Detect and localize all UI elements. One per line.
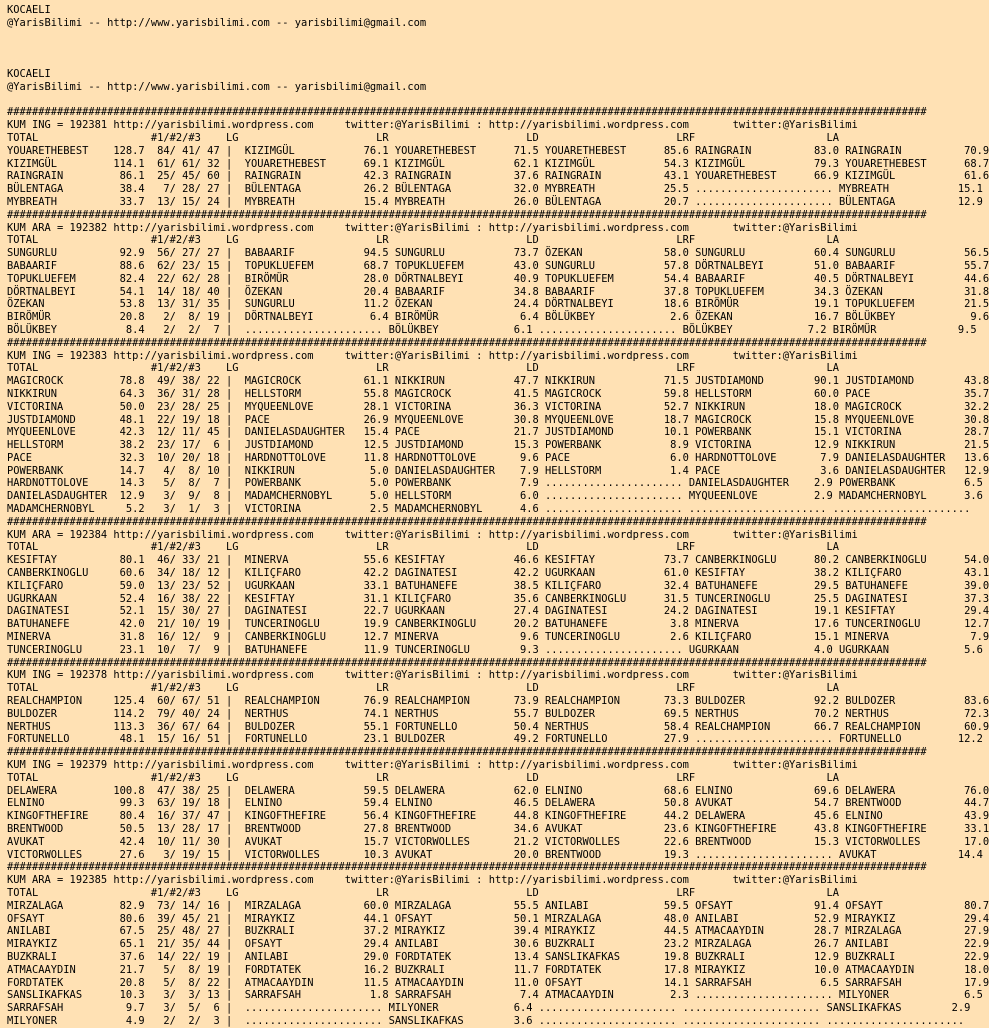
column-header-line: TOTAL #1/#2/#3 LG LR LD LRF LA bbox=[7, 771, 840, 784]
horse-stats-row: MAGICROCK 78.8 49/ 38/ 22 | MAGICROCK 61.1 NIKKIRUN 47.7 NIKKIRUN 71.5 JUSTDIAMOND 90.1 JUSTDIAMOND 43.8 bbox=[7, 375, 989, 388]
horse-stats-row: KINGOFTHEFIRE 80.4 16/ 37/ 47 | KINGOFTHEFIRE 56.4 KINGOFTHEFIRE 44.8 KINGOFTHEFIRE 44.2 DELAWERA 45.6 ELNINO 43.9 bbox=[7, 810, 989, 823]
horse-stats-row: VICTORINA 50.0 23/ 28/ 25 | MYQUEENLOVE 28.1 VICTORINA 36.3 VICTORINA 52.7 NIKKIRUN 18.0 MAGICROCK 32.2 bbox=[7, 400, 989, 413]
horse-stats-row: BABAARIF 88.6 62/ 23/ 15 | TOPUKLUEFEM 68.7 TOPUKLUEFEM 43.0 SUNGURLU 57.8 DÖRTNALBEYI 51.0 BABAARIF 55.7 bbox=[7, 259, 989, 272]
horse-stats-row: KILIÇFARO 59.0 13/ 23/ 52 | UGURKAAN 33.1 BATUHANEFE 38.5 KILIÇFARO 32.4 BATUHANEFE 29.5 BATUHANEFE 39.0 bbox=[7, 579, 989, 592]
horse-stats-row: POWERBANK 14.7 4/ 8/ 10 | NIKKIRUN 5.0 DANIELASDAUGHTER 7.9 HELLSTORM 1.4 PACE 3.6 DANIELASDAUGHTER 12.9 bbox=[7, 464, 989, 477]
horse-stats-row: VICTORWOLLES 27.6 3/ 19/ 15 | VICTORWOLLES 10.3 AVUKAT 20.0 BRENTWOOD 19.3 ...................... AVUKAT 14.4 bbox=[7, 848, 983, 861]
horse-stats-row: MADAMCHERNOBYL 5.2 3/ 1/ 3 | VICTORINA 2.5 MADAMCHERNOBYL 4.6 ...................... ...................... ...................... bbox=[7, 503, 971, 516]
horse-stats-row: JUSTDIAMOND 48.1 22/ 19/ 18 | PACE 26.9 MYQUEENLOVE 30.8 MYQUEENLOVE 18.7 MAGICROCK 15.8 MYQUEENLOVE 30.8 bbox=[7, 413, 989, 426]
horse-stats-row: NERTHUS 113.3 36/ 67/ 64 | BULDOZER 55.1 FORTUNELLO 50.4 NERTHUS 58.4 REALCHAMPION 66.7 REALCHAMPION 60.9 bbox=[7, 720, 989, 733]
horse-stats-row: UGURKAAN 52.4 16/ 38/ 22 | KESIFTAY 31.1 KILIÇFARO 35.6 CANBERKINOGLU 31.5 TUNCERINOGLU 25.5 DAGINATESI 37.3 bbox=[7, 592, 989, 605]
race-header-line: KUM ING = 192379 http://yarisbilimi.wordpress.com twitter:@YarisBilimi : http://yarisbilimi.wordpress.com twitter:@YarisBilimi bbox=[7, 759, 858, 772]
horse-stats-row: MIRAYKIZ 65.1 21/ 35/ 44 | OFSAYT 29.4 ANILABI 30.6 BUZKRALI 23.2 MIRZALAGA 26.7 ANILABI 22.9 bbox=[7, 938, 989, 951]
separator-line: ################################################################################################################################################### bbox=[7, 656, 927, 669]
horse-stats-row: DELAWERA 100.8 47/ 38/ 25 | DELAWERA 59.5 DELAWERA 62.0 ELNINO 68.6 ELNINO 69.6 DELAWERA 76.0 bbox=[7, 784, 989, 797]
horse-stats-row: ATMACAAYDIN 21.7 5/ 8/ 19 | FORDTATEK 16.2 BUZKRALI 11.7 FORDTATEK 17.8 MIRAYKIZ 10.0 ATMACAAYDIN 18.0 bbox=[7, 963, 989, 976]
horse-stats-row: BIRÖMÜR 20.8 2/ 8/ 19 | DÖRTNALBEYI 6.4 BIRÖMÜR 6.4 BÖLÜKBEY 2.6 ÖZEKAN 16.7 BÖLÜKBEY 9.6 bbox=[7, 311, 989, 324]
horse-stats-row: MINERVA 31.8 16/ 12/ 9 | CANBERKINOGLU 12.7 MINERVA 9.6 TUNCERINOGLU 2.6 KILIÇFARO 15.1 MINERVA 7.9 bbox=[7, 631, 989, 644]
blank-line bbox=[7, 55, 971, 68]
horse-stats-row: BRENTWOOD 50.5 13/ 28/ 17 | BRENTWOOD 27.8 BRENTWOOD 34.6 AVUKAT 23.6 KINGOFTHEFIRE 43.8 KINGOFTHEFIRE 33.1 bbox=[7, 823, 989, 835]
horse-stats-row: TUNCERINOGLU 23.1 10/ 7/ 9 | BATUHANEFE 11.9 TUNCERINOGLU 9.3 ...................... UGURKAAN 4.0 UGURKAAN 5.6 bbox=[7, 643, 983, 656]
horse-stats-row: FORDTATEK 20.8 5/ 8/ 22 | ATMACAAYDIN 11.5 ATMACAAYDIN 11.0 OFSAYT 14.1 SARRAFSAH 6.5 SARRAFSAH 17.9 bbox=[7, 976, 989, 989]
column-header-line: TOTAL #1/#2/#3 LG LR LD LRF LA bbox=[7, 541, 840, 554]
horse-stats-row: AVUKAT 42.4 10/ 11/ 30 | AVUKAT 15.7 VICTORWOLLES 21.2 VICTORWOLLES 22.6 BRENTWOOD 15.3 VICTORWOLLES 17.0 bbox=[7, 835, 989, 848]
column-header-line: TOTAL #1/#2/#3 LG LR LD LRF LA bbox=[7, 362, 840, 375]
horse-stats-row: RAINGRAIN 86.1 25/ 45/ 60 | RAINGRAIN 42.3 RAINGRAIN 37.6 RAINGRAIN 43.1 YOUARETHEBEST 66.9 KIZIMGÜL 61.6 bbox=[7, 170, 989, 183]
blank-line bbox=[7, 94, 971, 107]
race-header-line: KUM ARA = 192385 http://yarisbilimi.wordpress.com twitter:@YarisBilimi : http://yarisbilimi.wordpress.com twitter:@YarisBilimi bbox=[7, 874, 858, 887]
location-title: KOCAELI bbox=[7, 4, 51, 16]
horse-stats-row: BÜLENTAGA 38.4 7/ 28/ 27 | BÜLENTAGA 26.2 BÜLENTAGA 32.0 MYBREATH 25.5 ...................... MYBREATH 15.1 bbox=[7, 183, 983, 196]
blank-line bbox=[7, 42, 971, 55]
horse-stats-row: PACE 32.3 10/ 20/ 18 | HARDNOTTOLOVE 11.8 HARDNOTTOLOVE 9.6 PACE 6.0 HARDNOTTOLOVE 7.9 DANIELASDAUGHTER 13.6 bbox=[7, 451, 989, 464]
horse-stats-row: KESIFTAY 80.1 46/ 33/ 21 | MINERVA 55.6 KESIFTAY 46.6 KESIFTAY 73.7 CANBERKINOGLU 80.2 CANBERKINOGLU 54.0 bbox=[7, 554, 989, 567]
horse-stats-row: KIZIMGÜL 114.1 61/ 61/ 32 | YOUARETHEBEST 69.1 KIZIMGÜL 62.1 KIZIMGÜL 54.3 KIZIMGÜL 79.3 YOUARETHEBEST 68.7 bbox=[7, 157, 989, 170]
horse-stats-row: FORTUNELLO 48.1 15/ 16/ 51 | FORTUNELLO 23.1 BULDOZER 49.2 FORTUNELLO 27.9 ...................... FORTUNELLO 12.2 bbox=[7, 733, 983, 746]
separator-line: ################################################################################################################################################### bbox=[7, 208, 927, 221]
horse-stats-row: BÖLÜKBEY 8.4 2/ 2/ 7 | ...................... BÖLÜKBEY 6.1 ...................... BÖLÜKBEY 7.2 BIRÖMÜR 9.5 bbox=[7, 323, 977, 336]
horse-stats-row: MILYONER 4.9 2/ 2/ 3 | ...................... SANSLIKAFKAS 3.6 ...................... ...................... ...................... bbox=[7, 1014, 965, 1027]
horse-stats-row: HELLSTORM 38.2 23/ 17/ 6 | JUSTDIAMOND 12.5 JUSTDIAMOND 15.3 POWERBANK 8.9 VICTORINA 12.9 NIKKIRUN 21.5 bbox=[7, 439, 989, 452]
column-header-line: TOTAL #1/#2/#3 LG LR LD LRF LA bbox=[7, 886, 840, 899]
horse-stats-row: SUNGURLU 92.9 56/ 27/ 27 | BABAARIF 94.5 SUNGURLU 73.7 ÖZEKAN 58.0 SUNGURLU 60.4 SUNGURLU 56.5 bbox=[7, 247, 989, 260]
contact-line: @YarisBilimi -- http://www.yarisbilimi.com -- yarisbilimi@gmail.com bbox=[7, 80, 427, 93]
race-header-line: KUM ING = 192378 http://yarisbilimi.wordpress.com twitter:@YarisBilimi : http://yarisbilimi.wordpress.com twitter:@YarisBilimi bbox=[7, 669, 858, 682]
separator-line: ################################################################################################################################################### bbox=[7, 106, 927, 119]
horse-stats-row: NIKKIRUN 64.3 36/ 31/ 28 | HELLSTORM 55.8 MAGICROCK 41.5 MAGICROCK 59.8 HELLSTORM 60.0 PACE 35.7 bbox=[7, 387, 989, 400]
horse-stats-row: MYQUEENLOVE 42.3 12/ 11/ 45 | DANIELASDAUGHTER 15.4 PACE 21.7 JUSTDIAMOND 10.1 POWERBANK 15.1 VICTORINA 28.7 bbox=[7, 426, 989, 439]
horse-stats-row: ANILABI 67.5 25/ 48/ 27 | BUZKRALI 37.2 MIRAYKIZ 39.4 MIRAYKIZ 44.5 ATMACAAYDIN 28.7 MIRZALAGA 27.9 bbox=[7, 925, 989, 938]
race-header-line: KUM ARA = 192382 http://yarisbilimi.wordpress.com twitter:@YarisBilimi : http://yarisbilimi.wordpress.com twitter:@YarisBilimi bbox=[7, 221, 858, 234]
separator-line: ################################################################################################################################################### bbox=[7, 515, 927, 528]
blank-line bbox=[7, 30, 971, 43]
horse-stats-row: BUZKRALI 37.6 14/ 22/ 19 | ANILABI 29.0 FORDTATEK 13.4 SANSLIKAFKAS 19.8 BUZKRALI 12.9 BUZKRALI 22.9 bbox=[7, 950, 989, 963]
horse-stats-row: CANBERKINOGLU 60.6 34/ 18/ 12 | KILIÇFARO 42.2 DAGINATESI 42.2 UGURKAAN 61.0 KESIFTAY 38.2 KILIÇFARO 43.1 bbox=[7, 567, 989, 580]
race-header-line: KUM ING = 192381 http://yarisbilimi.wordpress.com twitter:@YarisBilimi : http://yarisbilimi.wordpress.com twitter:@YarisBilimi bbox=[7, 119, 858, 132]
horse-stats-row: OFSAYT 80.6 39/ 45/ 21 | MIRAYKIZ 44.1 OFSAYT 50.1 MIRZALAGA 48.0 ANILABI 52.9 MIRAYKIZ 29.4 bbox=[7, 912, 989, 925]
column-header-line: TOTAL #1/#2/#3 LG LR LD LRF LA bbox=[7, 682, 840, 695]
horse-stats-row: REALCHAMPION 125.4 60/ 67/ 51 | REALCHAMPION 76.9 REALCHAMPION 73.9 REALCHAMPION 73.3 BULDOZER 92.2 BULDOZER 83.6 bbox=[7, 695, 989, 708]
horse-stats-row: DÖRTNALBEYI 54.1 14/ 18/ 40 | ÖZEKAN 20.4 BABAARIF 34.8 BABAARIF 37.8 TOPUKLUEFEM 34.3 ÖZEKAN 31.8 bbox=[7, 285, 989, 298]
separator-line: ################################################################################################################################################### bbox=[7, 861, 927, 874]
horse-stats-row: DANIELASDAUGHTER 12.9 3/ 9/ 8 | MADAMCHERNOBYL 5.0 HELLSTORM 6.0 ...................... MYQUEENLOVE 2.9 MADAMCHERNOBYL 3.6 bbox=[7, 490, 983, 503]
horse-stats-row: BATUHANEFE 42.0 21/ 10/ 19 | TUNCERINOGLU 19.9 CANBERKINOGLU 20.2 BATUHANEFE 3.8 MINERVA 17.6 TUNCERINOGLU 12.7 bbox=[7, 618, 989, 631]
horse-stats-row: YOUARETHEBEST 128.7 84/ 41/ 47 | KIZIMGÜL 76.1 YOUARETHEBEST 71.5 YOUARETHEBEST 85.6 RAINGRAIN 83.0 RAINGRAIN 70.9 bbox=[7, 144, 989, 157]
horse-stats-row: HARDNOTTOLOVE 14.3 5/ 8/ 7 | POWERBANK 5.0 POWERBANK 7.9 ...................... DANIELASDAUGHTER 2.9 POWERBANK 6.5 bbox=[7, 477, 983, 490]
column-header-line: TOTAL #1/#2/#3 LG LR LD LRF LA bbox=[7, 131, 840, 144]
horse-stats-row: MYBREATH 33.7 13/ 15/ 24 | MYBREATH 15.4 MYBREATH 26.0 BÜLENTAGA 20.7 ...................... BÜLENTAGA 12.9 bbox=[7, 195, 983, 208]
horse-stats-row: SANSLIKAFKAS 10.3 3/ 3/ 13 | SARRAFSAH 1.8 SARRAFSAH 7.4 ATMACAAYDIN 2.3 ...................... MILYONER 6.5 bbox=[7, 989, 983, 1002]
horse-stats-row: MIRZALAGA 82.9 73/ 14/ 16 | MIRZALAGA 60.0 MIRZALAGA 55.5 ANILABI 59.5 OFSAYT 91.4 OFSAYT 80.7 bbox=[7, 899, 989, 912]
horse-stats-row: TOPUKLUEFEM 82.4 22/ 62/ 28 | BIRÖMÜR 28.0 DÖRTNALBEYI 40.9 TOPUKLUEFEM 54.4 BABAARIF 40.5 DÖRTNALBEYI 44.6 bbox=[7, 272, 989, 285]
horse-stats-row: SARRAFSAH 9.7 3/ 5/ 6 | ...................... MILYONER 6.4 ...................... ...................... SANSLIKAFKAS 2.9 bbox=[7, 1002, 971, 1015]
separator-line: ################################################################################################################################################### bbox=[7, 746, 927, 759]
race-header-line: KUM ING = 192383 http://yarisbilimi.wordpress.com twitter:@YarisBilimi : http://yarisbilimi.wordpress.com twitter:@YarisBilimi bbox=[7, 349, 858, 362]
race-header-line: KUM ARA = 192384 http://yarisbilimi.wordpress.com twitter:@YarisBilimi : http://yarisbilimi.wordpress.com twitter:@YarisBilimi bbox=[7, 528, 858, 541]
location-title: KOCAELI bbox=[7, 67, 51, 80]
contact-line: @YarisBilimi -- http://www.yarisbilimi.com -- yarisbilimi@gmail.com bbox=[7, 16, 427, 29]
separator-line: ################################################################################################################################################### bbox=[7, 336, 927, 349]
horse-stats-row: DAGINATESI 52.1 15/ 30/ 27 | DAGINATESI 22.7 UGURKAAN 27.4 DAGINATESI 24.2 DAGINATESI 19.1 KESIFTAY 29.4 bbox=[7, 605, 989, 618]
horse-stats-row: ELNINO 99.3 63/ 19/ 18 | ELNINO 59.4 ELNINO 46.5 DELAWERA 50.8 AVUKAT 54.7 BRENTWOOD 44.7 bbox=[7, 797, 989, 810]
horse-stats-row: BULDOZER 114.2 79/ 40/ 24 | NERTHUS 74.1 NERTHUS 55.7 BULDOZER 69.5 NERTHUS 70.2 NERTHUS 72.3 bbox=[7, 707, 989, 720]
column-header-line: TOTAL #1/#2/#3 LG LR LD LRF LA bbox=[7, 234, 840, 247]
horse-stats-row: ÖZEKAN 53.8 13/ 31/ 35 | SUNGURLU 11.2 ÖZEKAN 24.4 DÖRTNALBEYI 18.6 BIRÖMÜR 19.1 TOPUKLUEFEM 21.5 bbox=[7, 298, 989, 311]
